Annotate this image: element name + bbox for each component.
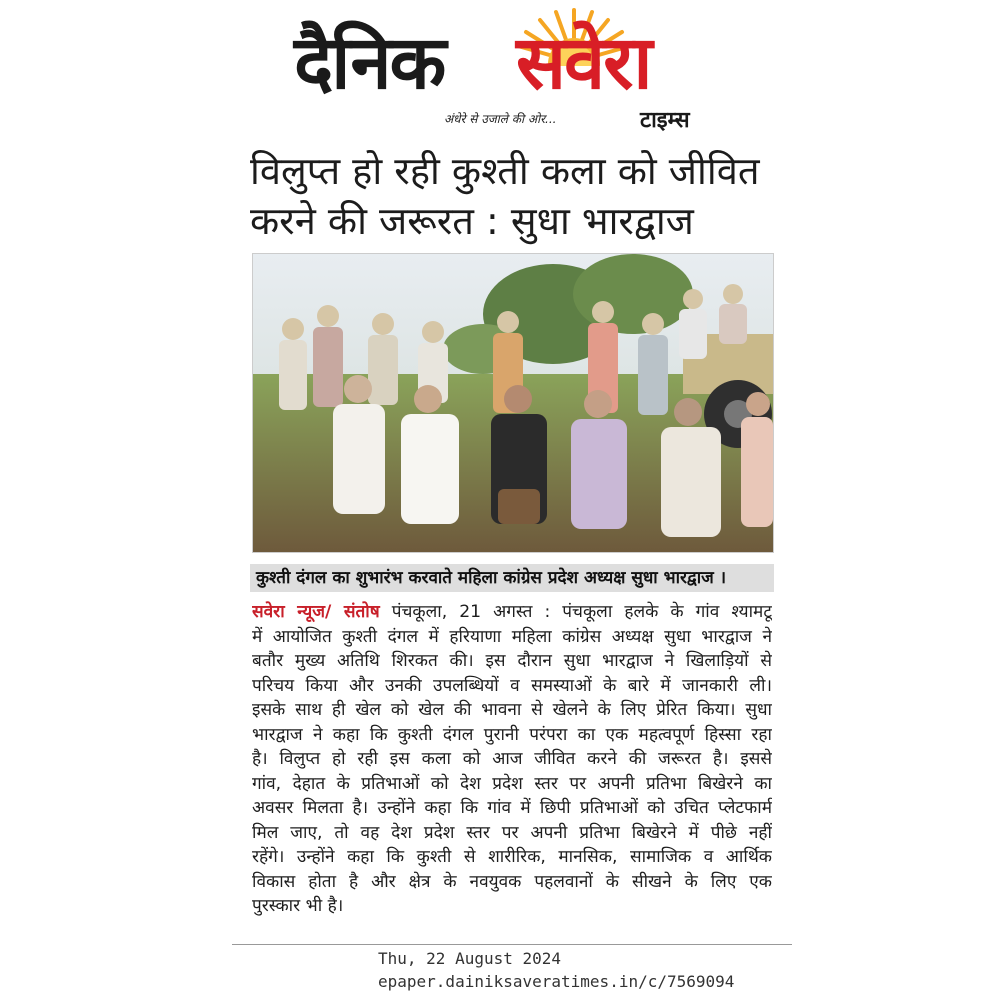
masthead-name-part2: सवेरा — [516, 20, 651, 106]
masthead-tagline: अंधेरे से उजाले की ओर... — [444, 112, 557, 126]
article-line: विकास होता है और क्षेत्र के नवयुवक पहलवानों के सीखने के लिए एक — [252, 871, 772, 892]
article-line: में आयोजित कुश्ती दंगल में हरियाणा महिला कांग्रेस अध्यक्ष सुधा भारद्वाज ने — [252, 626, 772, 647]
newspaper-clipping — [232, 0, 792, 1000]
article-line: अवसर मिलता है। उन्होंने कहा कि गांव में छिपी प्रतिभाओं को उचित प्लेटफार्म — [252, 798, 772, 818]
headline-line2: करने की जरूरत : सुधा भारद्वाज — [250, 199, 694, 243]
article-line-text: पंचकूला, 21 अगस्त : पंचकूला हलके के गांव श्यामटू — [391, 602, 772, 622]
article-line — [252, 600, 772, 625]
article-line: रहेंगे। उन्होंने कहा कि कुश्ती से शारीरिक, मानसिक, सामाजिक व आर्थिक — [252, 847, 772, 867]
footer-date: Thu, 22 August 2024 — [378, 949, 562, 968]
article-body — [252, 600, 772, 919]
article-line: मिल जाए, तो वह देश प्रदेश स्तर पर अपनी प्रतिभा बिखेरने में पीछे नहीं — [252, 822, 772, 843]
masthead-times: टाइम्स — [640, 108, 690, 133]
headline-line1: विलुप्त हो रही कुश्ती कला को जीवित — [250, 149, 760, 193]
masthead-name-part1: दैनिक — [294, 20, 445, 106]
article-line: बतौर मुख्य अतिथि शिरकत की। इस दौरान सुधा भारद्वाज ने खिलाड़ियों से — [252, 651, 772, 671]
article-line: है। विलुप्त हो रही इस कला को आज जीवित करने की जरूरत है। इससे — [252, 749, 772, 769]
photo-illustration — [253, 254, 773, 552]
article-byline: सवेरा न्यूज/ संतोष — [252, 602, 380, 622]
article-line: भारद्वाज ने कहा कि कुश्ती दंगल पुरानी परंपरा का एक महत्वपूर्ण हिस्सा रहा — [252, 724, 772, 745]
masthead — [294, 6, 714, 131]
article-line: पुरस्कार भी है। — [252, 896, 344, 916]
headline — [250, 146, 780, 246]
article-photo — [252, 253, 774, 553]
article-line: गांव, देहात के प्रतिभाओं को देश प्रदेश स्तर पर अपनी प्रतिभा बिखेरने का — [252, 773, 772, 794]
article-line: परिचय किया और उनकी उपलब्धियों व समस्याओं के बारे में जानकारी ली। — [252, 675, 772, 696]
photo-caption: कुश्ती दंगल का शुभारंभ करवाते महिला कांग्रेस प्रदेश अध्यक्ष सुधा भारद्वाज । — [250, 564, 774, 592]
footer-divider — [232, 944, 792, 945]
article-line: इसके साथ ही खेल को खेल की भावना से खेलने के लिए प्रेरित किया। सुधा — [252, 700, 772, 720]
footer-url[interactable]: epaper.dainiksaveratimes.in/c/7569094 — [378, 972, 735, 991]
